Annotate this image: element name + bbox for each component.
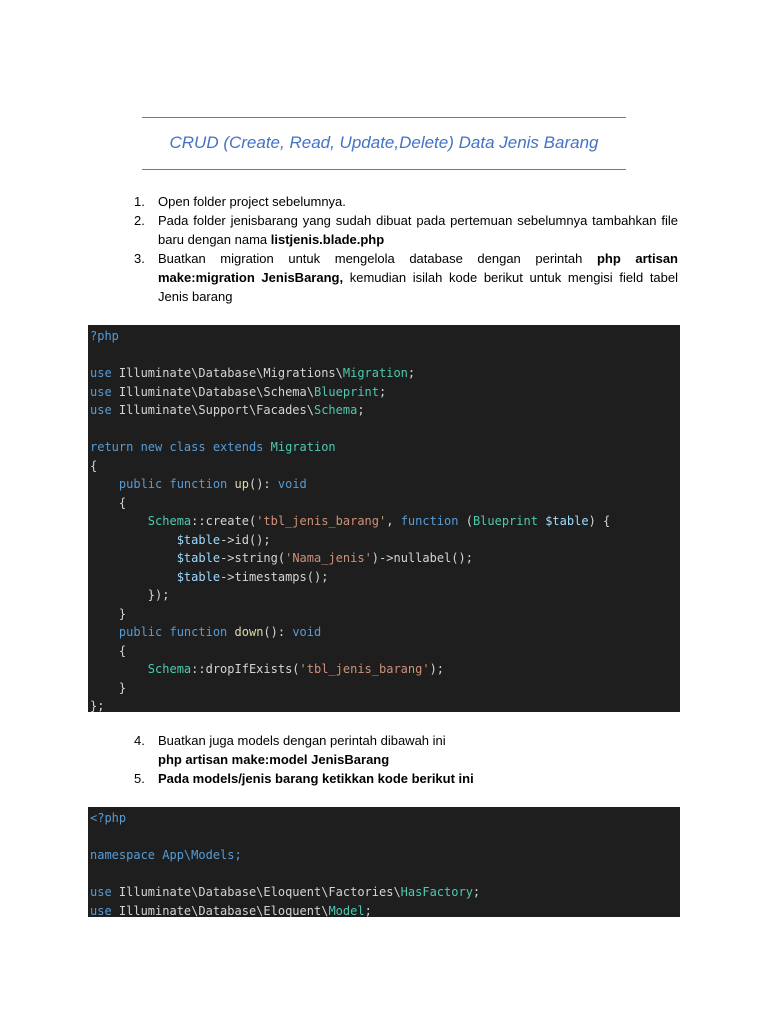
code-line: }; [90, 699, 105, 712]
title-rule-top [142, 117, 626, 118]
item-number: 5. [134, 771, 145, 786]
code-line: } [118, 606, 127, 621]
item-number: 4. [134, 733, 145, 748]
code-line: return new class extends Migration [90, 440, 336, 454]
item-number: 1. [134, 194, 145, 209]
item-number: 3. [134, 251, 145, 266]
page-title: CRUD (Create, Read, Update,Delete) Data Jenis Barang [169, 133, 599, 152]
list-item [130, 211, 678, 249]
code-line: public function down(): void [118, 625, 322, 639]
code-line: { [118, 643, 127, 658]
title-rule-bottom [142, 169, 626, 170]
filename: listjenis.blade.php [270, 232, 385, 247]
code-line: <?php [90, 811, 127, 825]
steps-list-1 [130, 192, 678, 306]
steps-list-2 [130, 731, 678, 788]
code-line: use Illuminate\Database\Eloquent\Factories\HasFactory; [90, 885, 481, 899]
code-line: public function up(): void [118, 477, 307, 491]
code-line: namespace App\Models; [90, 848, 242, 862]
code-line: $table->id(); [176, 532, 271, 547]
code-line: Schema::create('tbl_jenis_barang', function (Blueprint $table) { [147, 514, 611, 528]
item-text: Open folder project sebelumnya. [158, 194, 346, 209]
code-line: use Illuminate\Database\Migrations\Migration; [90, 366, 416, 380]
item-text: Buatkan juga models dengan perintah dibawah ini [158, 733, 446, 748]
list-item [130, 249, 678, 306]
code-line [90, 865, 678, 884]
code-block-model[interactable] [88, 807, 680, 917]
code-line [90, 828, 678, 847]
code-line: use Illuminate\Database\Schema\Blueprint; [90, 384, 387, 399]
item-text: Buatkan migration untuk mengelola database dengan perintah php artisan make:migration JenisBarang, kemudian isilah kode berikut untuk mengisi field tabel Jenis barang [158, 251, 679, 304]
code-block-migration[interactable] [88, 325, 680, 712]
list-item [130, 192, 678, 211]
item-text: Pada folder jenisbarang yang sudah dibuat pada pertemuan sebelumnya tambahkan file baru dengan nama listjenis.blade.php [158, 213, 678, 247]
code-line: } [118, 680, 127, 695]
code-line: { [90, 458, 98, 473]
list-item [130, 769, 678, 788]
code-line: $table->timestamps(); [176, 569, 329, 584]
code-line: use Illuminate\Support\Facades\Schema; [90, 403, 365, 417]
item-text: Pada models/jenis barang ketikkan kode berikut ini [158, 771, 474, 786]
list-item [130, 731, 678, 769]
command: php artisan make:migration JenisBarang, [158, 251, 678, 285]
code-line [90, 420, 678, 439]
code-line [90, 346, 678, 365]
code-line: Schema::dropIfExists('tbl_jenis_barang'); [147, 662, 445, 676]
code-line: { [118, 495, 127, 510]
code-line: use Illuminate\Database\Eloquent\Model; [90, 903, 372, 917]
code-line: }); [147, 588, 170, 602]
code-line: ?php [90, 329, 119, 343]
code-line: $table->string('Nama_jenis')->nullabel(); [176, 551, 473, 565]
command: php artisan make:model JenisBarang [158, 752, 390, 767]
item-number: 2. [134, 213, 145, 228]
